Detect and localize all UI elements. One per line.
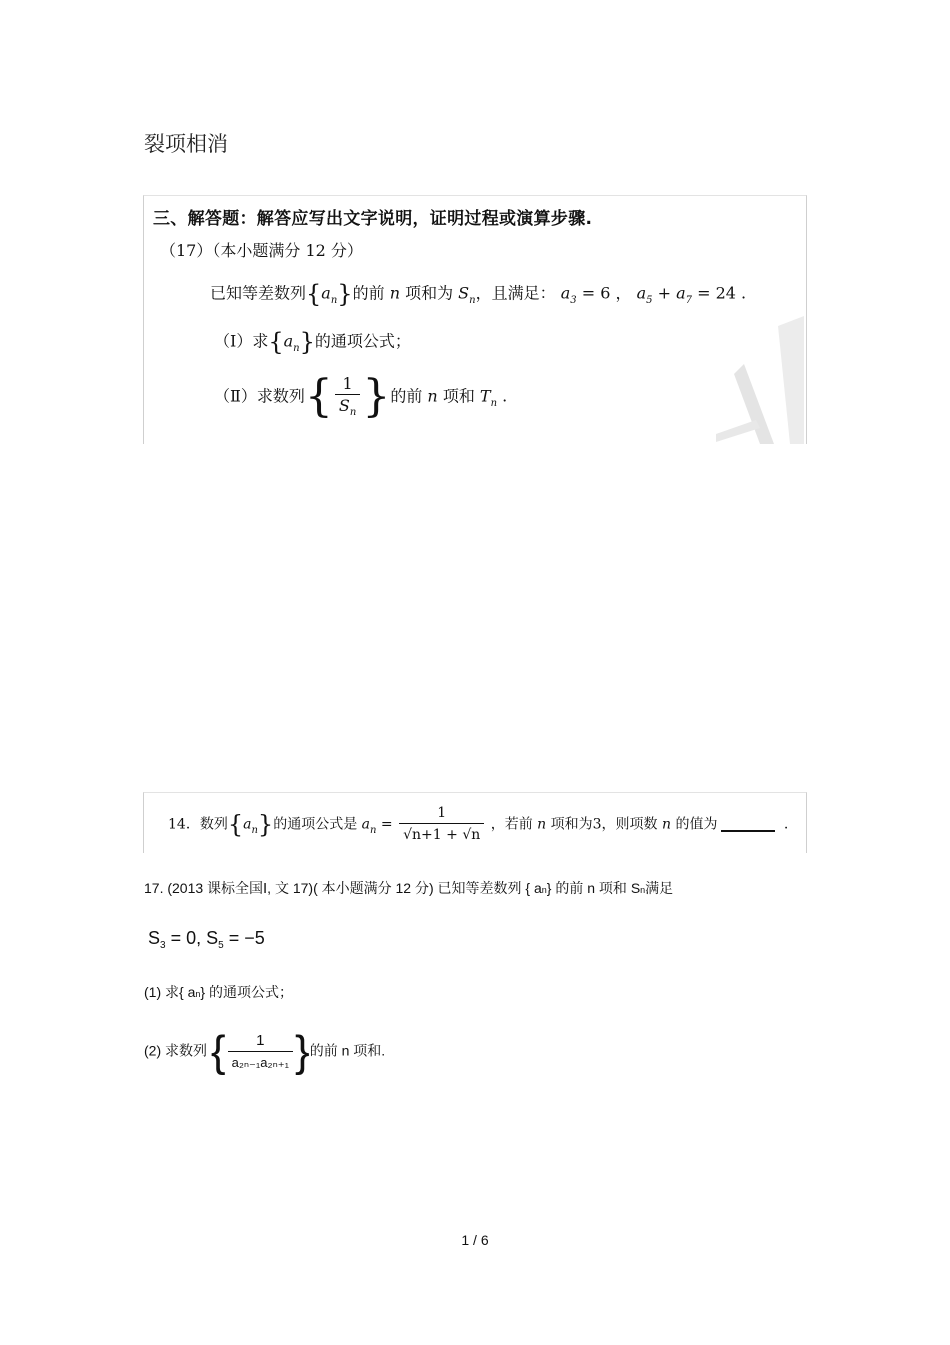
problem-statement: 已知等差数列$\{a_n\}$的前 n 项和为 $S_n$，且满足： $a_3 = 6$ ， $a_5 + a_7 = 24$ . <box>210 280 747 308</box>
watermark-mark <box>716 316 806 444</box>
problem-17-intro: 17. (2013 课标全国Ⅰ, 文 17)( 本小题满分 12 分) 已知等差数列 { an} 的前 n 项和 Sn满足 <box>144 880 674 896</box>
problem-header: （17）（本小题满分 12 分） <box>160 241 363 260</box>
given-equation: $S_3 = 0$, $S_5 = -5$ <box>148 928 265 951</box>
section-heading: 三、解答题：解答应写出文字说明，证明过程或演算步骤. <box>153 209 593 229</box>
page-number: 1 / 6 <box>461 1232 489 1248</box>
question-1: (1) 求{ an} 的通项公式； <box>144 984 293 1000</box>
answer-blank <box>721 830 775 832</box>
problem-14-scan <box>143 792 807 853</box>
problem-14-text: 14．数列$\{a_n\}$的通项公式是 $a_n$ = $\frac{1}{√n+1 + √n}$ ，若前 n 项和为3，则项数 n 的值为 . <box>168 805 789 843</box>
problem-17-scan <box>143 195 807 444</box>
part-1: （Ⅰ）求$\{a_n\}$的通项公式； <box>214 328 411 356</box>
page-title: 裂项相消 <box>144 132 228 156</box>
part-2: （Ⅱ）求数列{ $\frac{1}{S_n}$ }的前 n 项和 $T_n$ . <box>214 371 508 422</box>
question-2: (2) 求数列 { $\frac{1}{\text{a₂ₙ₋₁a₂ₙ₊₁}}$ }的前 n 项和. <box>144 1027 386 1076</box>
